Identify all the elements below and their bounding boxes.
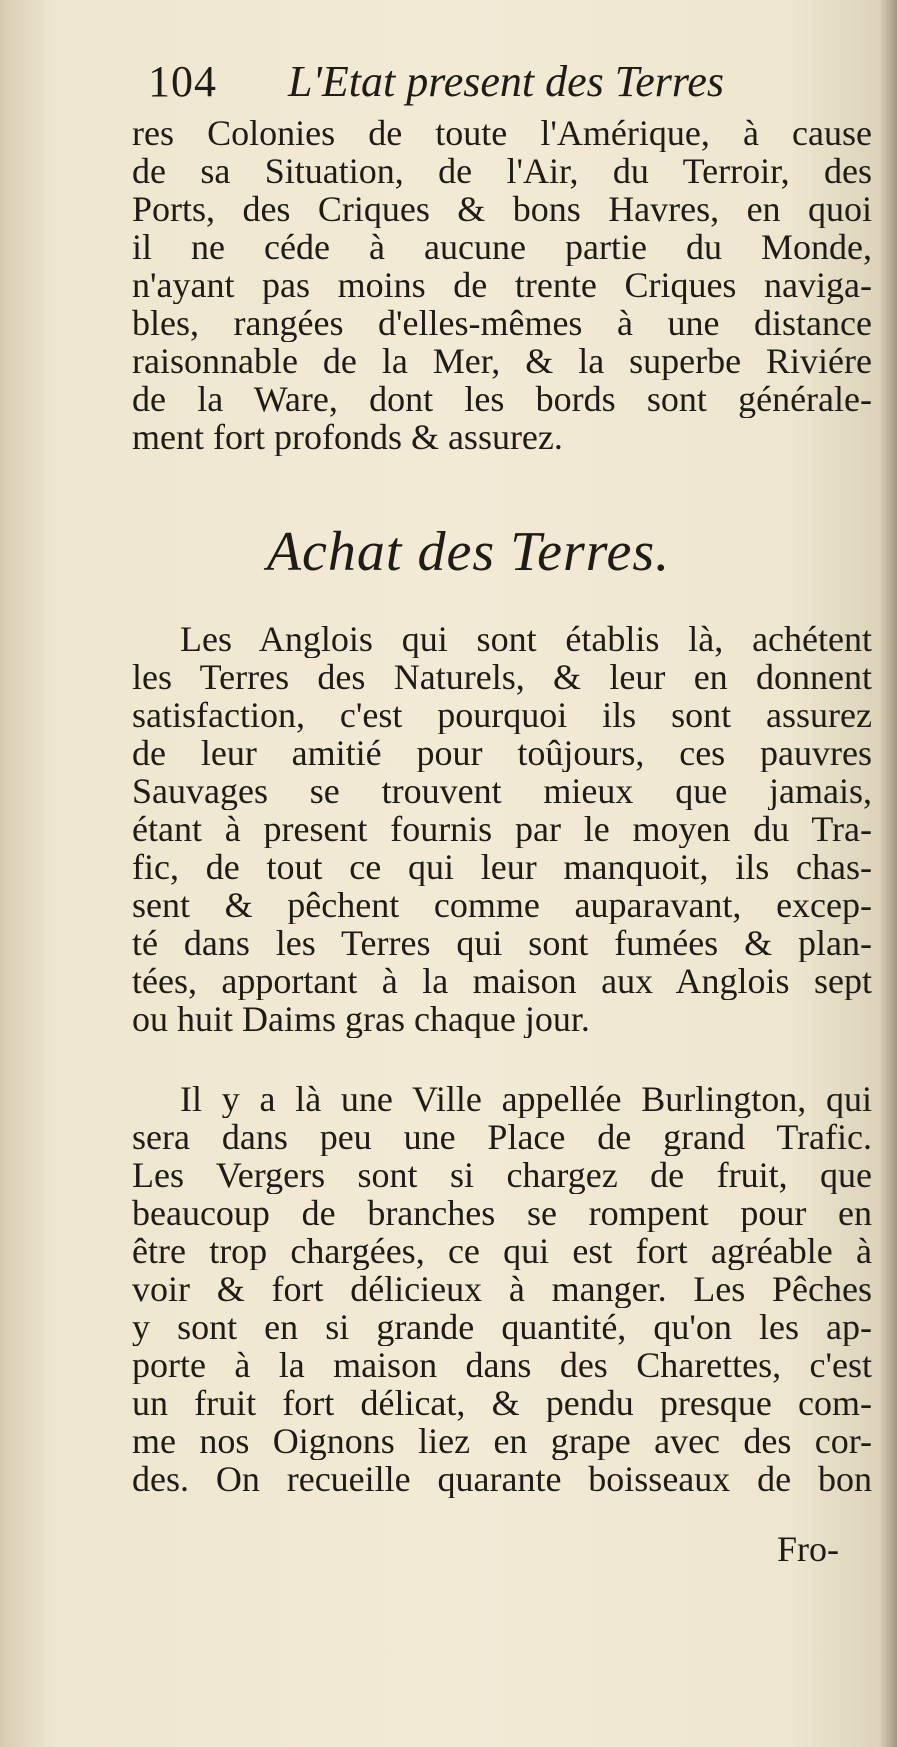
page-gutter-shadow — [879, 0, 897, 1747]
text-line: un fruit fort délicat, & pendu presque com- — [132, 1384, 872, 1422]
text-line: de la Ware, dont les bords sont générale- — [132, 380, 872, 418]
text-line: voir & fort délicieux à manger. Les Pêches — [132, 1270, 872, 1308]
text-line: n'ayant pas moins de trente Criques naviga- — [132, 266, 872, 304]
text-line: y sont en si grande quantité, qu'on les ap- — [132, 1308, 872, 1346]
text-line: Les Vergers sont si chargez de fruit, que — [132, 1156, 872, 1194]
text-line: Sauvages se trouvent mieux que jamais, — [132, 772, 872, 810]
text-line: té dans les Terres qui sont fumées & plan- — [132, 924, 872, 962]
text-line: des. On recueille quarante boisseaux de bon — [132, 1460, 872, 1498]
text-line: il ne céde à aucune partie du Monde, — [132, 228, 872, 266]
text-line: ou huit Daims gras chaque jour. — [132, 1000, 590, 1038]
text-line: de sa Situation, de l'Air, du Terroir, des — [132, 152, 872, 190]
running-head — [148, 56, 868, 112]
section-heading: Achat des Terres. — [266, 521, 671, 583]
text-line: fic, de tout ce qui leur manquoit, ils chas- — [132, 848, 872, 886]
running-title: L'Etat present des Terres — [288, 57, 724, 106]
page-number: 104 — [148, 57, 217, 106]
text-line: raisonnable de la Mer, & la superbe Riviére — [132, 342, 872, 380]
text-line: tées, apportant à la maison aux Anglois sept — [132, 962, 872, 1000]
text-line: Ports, des Criques & bons Havres, en quoi — [132, 190, 872, 228]
text-line: étant à present fournis par le moyen du Tra- — [132, 810, 872, 848]
text-line: sent & pêchent comme auparavant, excep- — [132, 886, 872, 924]
text-line: être trop chargées, ce qui est fort agréable à — [132, 1232, 872, 1270]
text-line: res Colonies de toute l'Amérique, à cause — [132, 114, 872, 152]
text-line: me nos Oignons liez en grape avec des cor- — [132, 1422, 872, 1460]
text-line: ment fort profonds & assurez. — [132, 418, 563, 456]
text-line: bles, rangées d'elles-mêmes à une distance — [132, 304, 872, 342]
text-line: de leur amitié pour toûjours, ces pauvres — [132, 734, 872, 772]
paragraph-continuation — [132, 114, 872, 456]
text-line: les Terres des Naturels, & leur en donnent — [132, 658, 872, 696]
text-line: beaucoup de branches se rompent pour en — [132, 1194, 872, 1232]
text-line: sera dans peu une Place de grand Trafic. — [132, 1118, 872, 1156]
text-line: porte à la maison dans des Charettes, c'est — [132, 1346, 872, 1384]
text-line: Les Anglois qui sont établis là, achétent — [180, 620, 872, 658]
catchword: Fro- — [777, 1529, 839, 1569]
paragraph-purchase-of-lands — [132, 620, 872, 1038]
paragraph-burlington — [132, 1080, 872, 1498]
text-line: satisfaction, c'est pourquoi ils sont assurez — [132, 696, 872, 734]
text-line: Il y a là une Ville appellée Burlington, qui — [180, 1080, 872, 1118]
